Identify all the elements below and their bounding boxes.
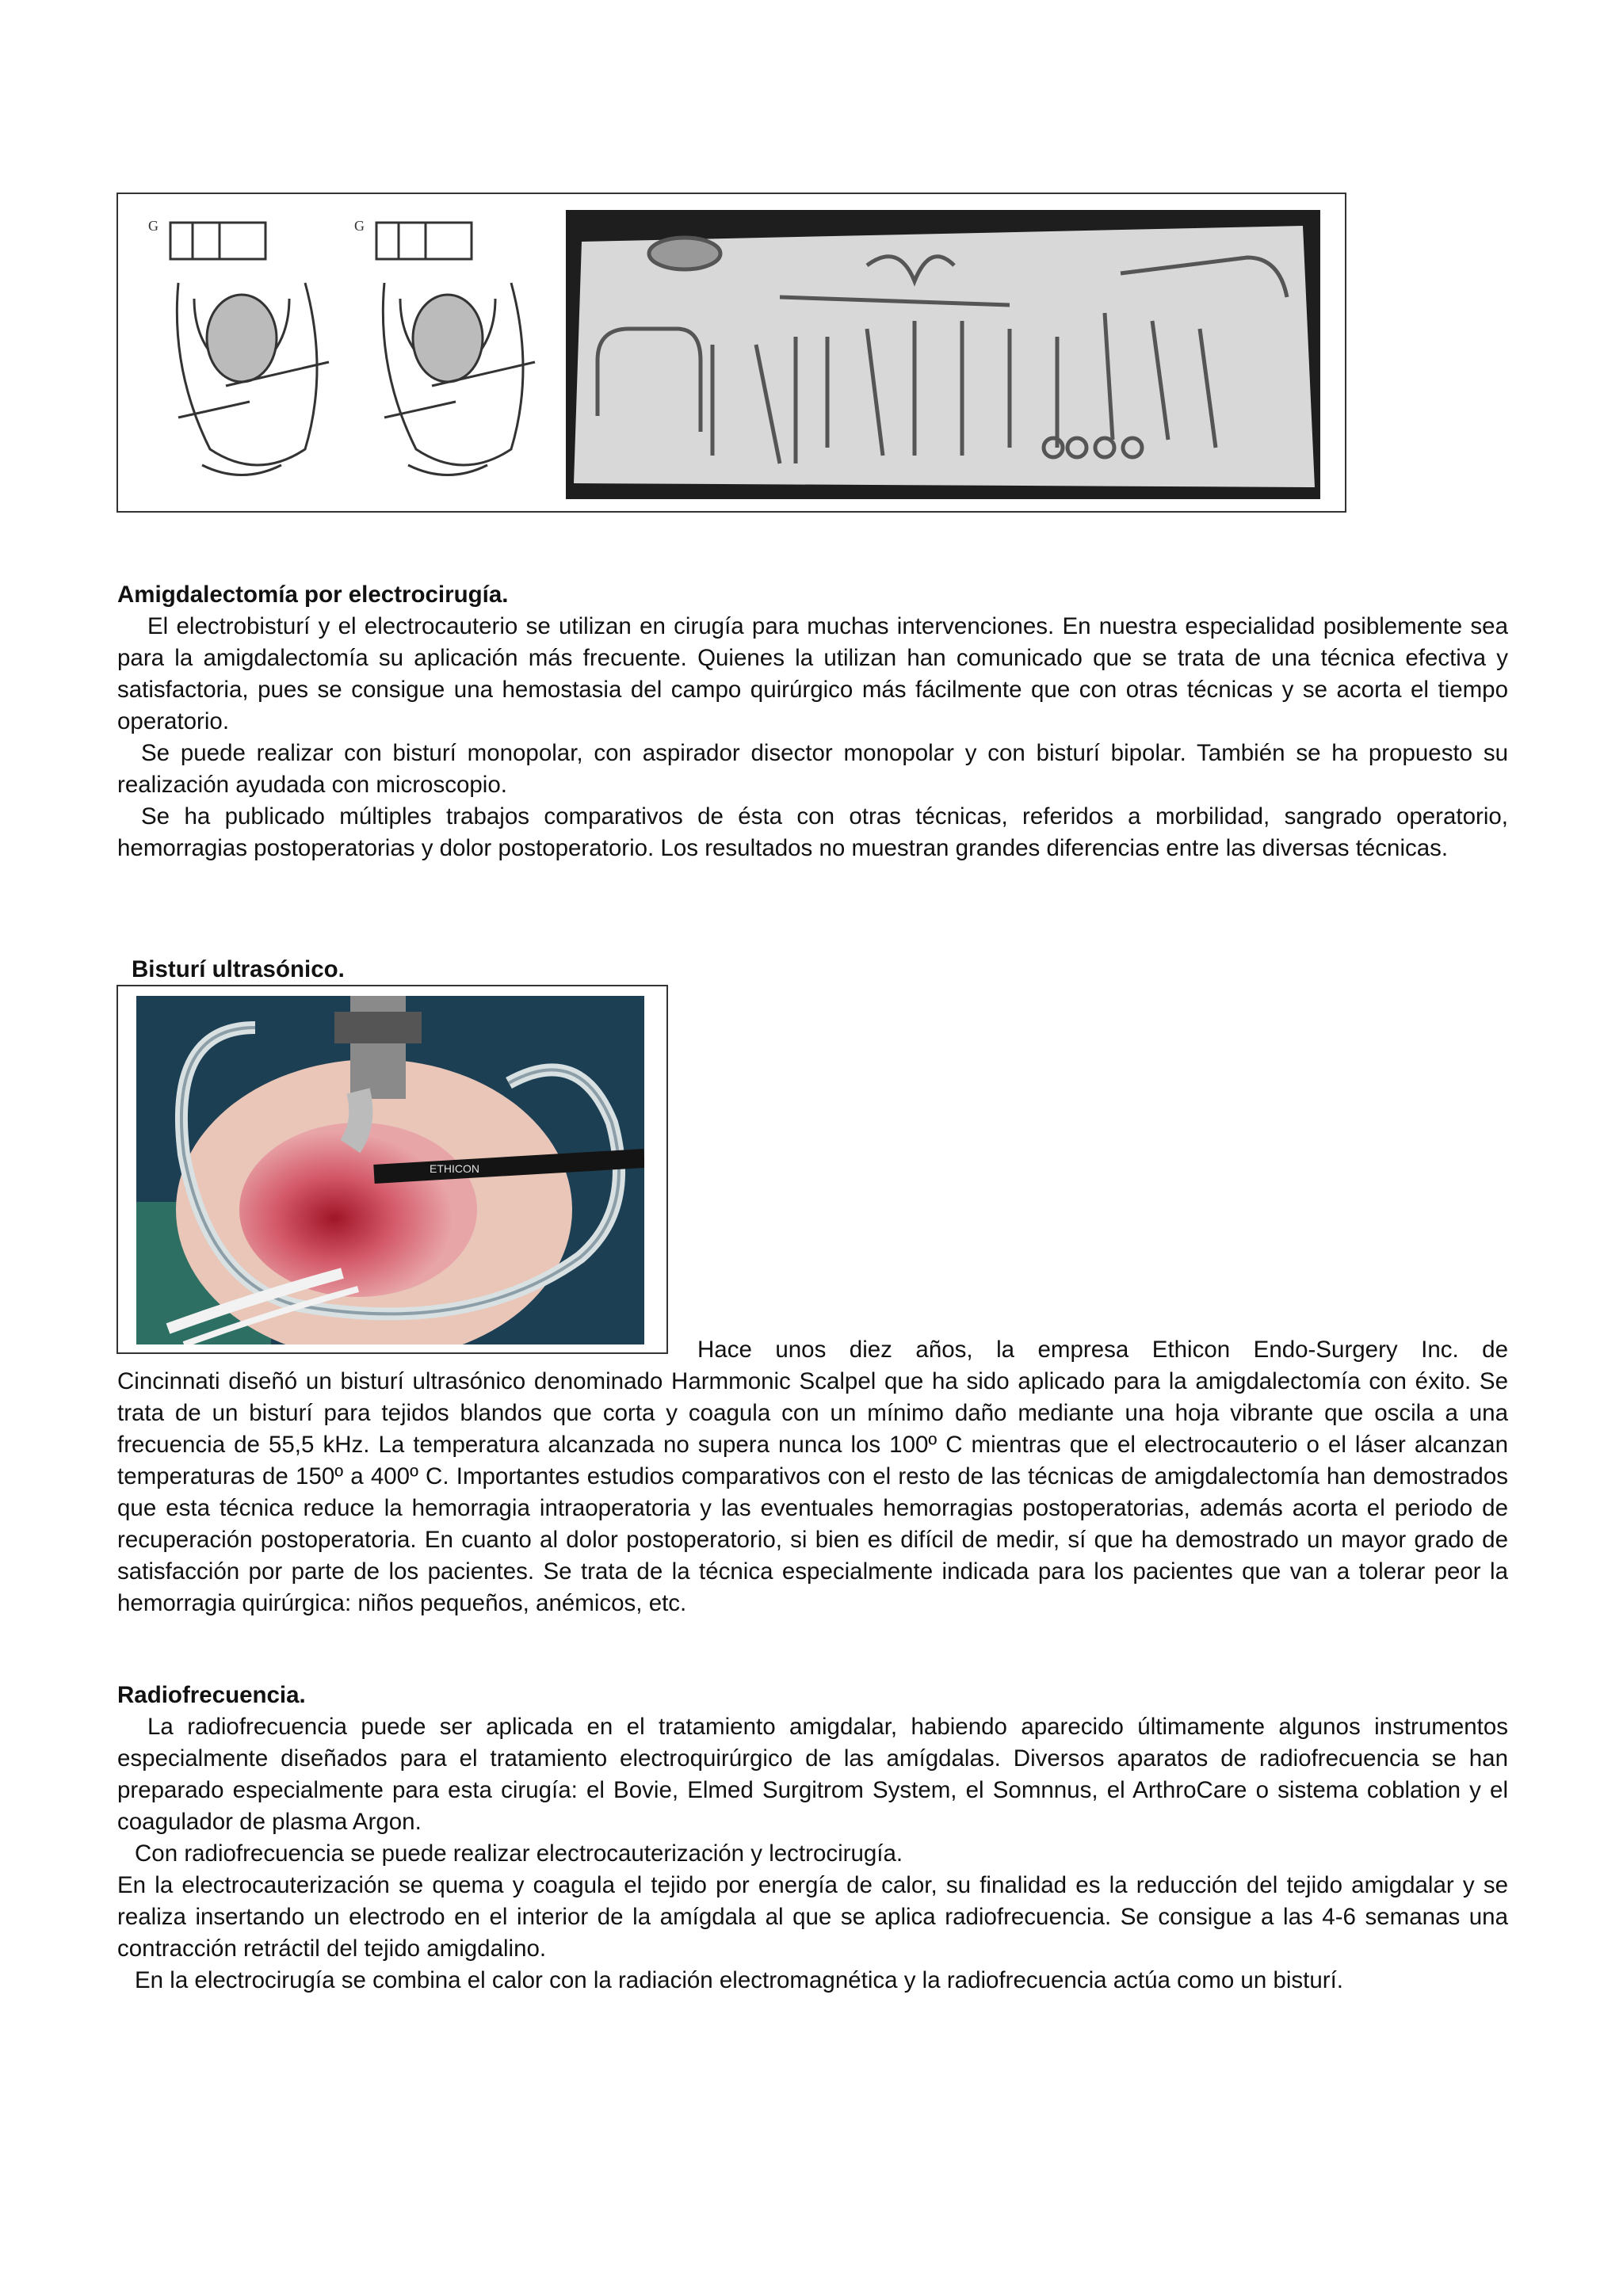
top-figure — [116, 193, 1346, 513]
paragraph: Se ha publicado múltiples trabajos comparativos de ésta con otras técnicas, referidos a morbilidad, sangrado operatorio, hemorragias postoperatorias y dolor postoperatorio. Los resultados no muestran grandes diferencias entre las diversas técnicas. — [117, 803, 1508, 861]
instrument-tray-photo — [566, 210, 1320, 499]
ultrasonic-figure — [116, 985, 668, 1354]
ethicon-label: ETHICON — [430, 1162, 479, 1175]
section-heading-bisturi-ultrasonico: Bisturí ultrasónico. — [132, 956, 345, 982]
paragraph: El electrobisturí y el electrocauterio se utilizan en cirugía para muchas intervenciones. En nuestra especialidad posiblemente sea para la amigdalectomía su aplicación más frecuente. Quienes la utilizan han comunicado que se trata de una técnica efectiva y satisfactoria, pues se consigue una hemostasia del campo quirúrgico más fácilmente que con otras técnicas y se acorta el tiempo operatorio. — [117, 613, 1508, 734]
ultrasonic-first-line: Hace unos diez años, la empresa Ethicon Endo-Surgery Inc. de — [697, 1337, 1508, 1363]
ultrasonic-body: Cincinnati diseñó un bisturí ultrasónico denominado Harmmonic Scalpel que ha sido aplicado para la amigdalectomía con éxito. Se trata de un bisturí para tejidos blandos que corta y coagula con un mínimo daño mediante una hoja vibrante que oscila a una frecuencia de 55,5 kHz. La temperatura alcanzada no supera nunca los 100º C mientras que el electrocauterio o el láser alcanzan temperaturas de 150º a 400º C. Importantes estudios comparativos con el resto de las técnicas de amigdalectomía han demostrados que esta técnica reduce la hemorragia intraoperatoria y las eventuales hemorragias postoperatorias, además acorta el periodo de recuperación postoperatoria. En cuanto al dolor postoperatorio, si bien es difícil de medir, sí que ha demostrado un mayor grado de satisfacción por parte de los pacientes. Se trata de la técnica especialmente indicada para los pacientes que van a tolerar peor la hemorragia quirúrgica: niños pequeños, anémicos, etc. — [117, 1368, 1508, 1616]
radiofrecuencia-body — [117, 1711, 1508, 1997]
paragraph: Se puede realizar con bisturí monopolar, con aspirador disector monopolar y con bisturí bipolar. También se ha propuesto su realización ayudada con microscopio. — [117, 740, 1508, 798]
section-heading-radiofrecuencia: Radiofrecuencia. — [117, 1682, 306, 1708]
section-heading-electrocirugia: Amigdalectomía por electrocirugía. — [117, 582, 509, 608]
surgical-drawings-illustration — [147, 212, 559, 497]
paragraph: En la electrocauterización se quema y coagula el tejido por energía de calor, su finalidad es la reducción del tejido amigdalar y se realiza insertando un electrodo en el interior de la amígdala al que se aplica radiofrecuencia. Se consigue a las 4-6 semanas una contracción retráctil del tejido amigdalino. — [117, 1872, 1508, 1962]
svg-text:G: G — [148, 218, 158, 234]
paragraph: La radiofrecuencia puede ser aplicada en el tratamiento amigdalar, habiendo aparecido últimamente algunos instrumentos especialmente diseñados para el tratamiento electroquirúrgico de las amígdalas. Diversos aparatos de radiofrecuencia se han preparado especialmente para esta cirugía: el Bovie, Elmed Surgitrom System, el Somnnus, el ArthroCare o sistema coblation y el coagulador de plasma Argon. — [117, 1714, 1508, 1835]
svg-text:G: G — [354, 218, 365, 234]
electrocirugia-body — [117, 611, 1508, 864]
paragraph: En la electrocirugía se combina el calor con la radiación electromagnética y la radiofrecuencia actúa como un bisturí. — [135, 1967, 1343, 1993]
surgery-photo — [136, 996, 644, 1344]
paragraph: Con radiofrecuencia se puede realizar electrocauterización y lectrocirugía. — [135, 1840, 903, 1867]
